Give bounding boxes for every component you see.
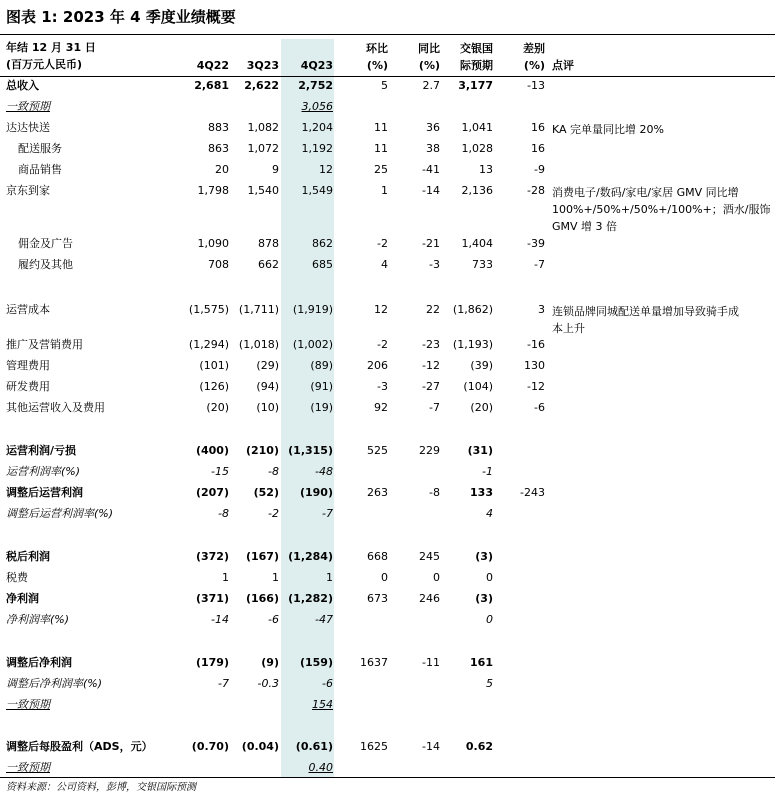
table-cell: -2 <box>377 338 388 351</box>
table-cell: 1,082 <box>247 121 279 134</box>
table-cell: 4 <box>486 507 493 520</box>
table-cell: (167) <box>245 550 279 563</box>
table-cell: (400) <box>195 444 229 457</box>
table-cell: -13 <box>527 79 545 92</box>
table-cell: 673 <box>367 592 388 605</box>
table-cell: 161 <box>470 656 493 669</box>
table-cell: 1 <box>381 184 388 197</box>
table-cell: 25 <box>374 163 388 176</box>
table-cell: -14 <box>422 740 440 753</box>
table-cell: 1,192 <box>301 142 333 155</box>
table-cell: 5 <box>486 677 493 690</box>
table-cell: (159) <box>299 656 333 669</box>
top-rule <box>0 34 775 35</box>
table-cell: (52) <box>253 486 279 499</box>
table-cell: 263 <box>367 486 388 499</box>
table-cell: -8 <box>268 465 279 478</box>
table-cell: 2,136 <box>461 184 493 197</box>
table-cell: 863 <box>208 142 229 155</box>
table-cell: (29) <box>256 359 279 372</box>
table-cell: 3,177 <box>458 79 493 92</box>
table-cell: 883 <box>208 121 229 134</box>
table-cell: (91) <box>310 380 333 393</box>
table-cell: (19) <box>310 401 333 414</box>
table-cell: (126) <box>199 380 229 393</box>
table-cell: -7 <box>322 507 333 520</box>
table-cell: -2 <box>268 507 279 520</box>
header-4q22: 4Q22 <box>196 59 229 72</box>
table-cell: 1 <box>222 571 229 584</box>
table-cell: -7 <box>218 677 229 690</box>
table-cell: 878 <box>258 237 279 250</box>
table-cell: (0.70) <box>191 740 229 753</box>
header-qoq: 环比 <box>366 42 388 55</box>
header-rule <box>0 76 775 77</box>
table-cell: (9) <box>261 656 279 669</box>
source-note: 资料来源：公司资料，彭博，交银国际预测 <box>6 782 196 793</box>
table-cell: (210) <box>245 444 279 457</box>
table-cell: -15 <box>211 465 229 478</box>
table-cell: 229 <box>419 444 440 457</box>
table-cell: 1637 <box>360 656 388 669</box>
table-cell: 16 <box>531 142 545 155</box>
table-cell: -8 <box>218 507 229 520</box>
table-cell: -11 <box>422 656 440 669</box>
table-cell: 38 <box>426 142 440 155</box>
table-cell: 12 <box>374 303 388 316</box>
row-label: 履约及其他 <box>18 258 73 271</box>
figure-title: 图表 1: 2023 年 4 季度业绩概要 <box>6 8 236 26</box>
table-cell: -39 <box>527 237 545 250</box>
table-cell: 11 <box>374 121 388 134</box>
row-label: 调整后净利润率(%) <box>6 677 103 690</box>
table-cell: (94) <box>256 380 279 393</box>
table-cell: 0.62 <box>465 740 493 753</box>
table-cell: 525 <box>367 444 388 457</box>
table-cell: 154 <box>312 698 333 711</box>
table-cell: 1,549 <box>301 184 333 197</box>
table-cell: 245 <box>419 550 440 563</box>
table-cell: -243 <box>520 486 545 499</box>
table-cell: (104) <box>463 380 493 393</box>
table-cell: (20) <box>470 401 493 414</box>
table-cell: 1,072 <box>247 142 279 155</box>
table-cell: 4 <box>381 258 388 271</box>
table-cell: -6 <box>322 677 333 690</box>
table-cell: 3 <box>538 303 545 316</box>
table-cell: -14 <box>211 613 229 626</box>
table-cell: 2.7 <box>422 79 440 92</box>
row-label: 配送服务 <box>18 142 62 155</box>
row-comment: 消费电子/数码/家电/家居 GMV 同比增 100%+/50%+/50%+/100%+；酒水/服饰 GMV 增 3 倍 <box>552 186 771 233</box>
table-cell: (31) <box>467 444 493 457</box>
table-cell: 1,204 <box>301 121 333 134</box>
row-label: 调整后运营利润率(%) <box>6 507 114 520</box>
header-year-end: 年结 12 月 31 日 <box>6 41 96 54</box>
table-cell: 133 <box>470 486 493 499</box>
row-label: 运营利润/亏损 <box>6 444 77 457</box>
table-cell: 0 <box>486 613 493 626</box>
table-cell: -8 <box>429 486 440 499</box>
header-unit: (百万元人民币) <box>6 58 83 71</box>
table-cell: -12 <box>527 380 545 393</box>
row-label: 一致预期 <box>6 100 50 113</box>
table-cell: -0.3 <box>257 677 279 690</box>
table-cell: (1,294) <box>188 338 229 351</box>
table-cell: -12 <box>422 359 440 372</box>
table-cell: -16 <box>527 338 545 351</box>
table-cell: -7 <box>429 401 440 414</box>
table-cell: -1 <box>482 465 493 478</box>
table-cell: 16 <box>531 121 545 134</box>
header-yoy-unit: (%) <box>418 59 440 72</box>
table-cell: 20 <box>215 163 229 176</box>
row-label: 净利润 <box>6 592 39 605</box>
table-cell: 36 <box>426 121 440 134</box>
table-cell: -6 <box>268 613 279 626</box>
row-label: 商品销售 <box>18 163 62 176</box>
row-label: 调整后运营利润 <box>6 486 83 499</box>
table-cell: -3 <box>377 380 388 393</box>
table-cell: (39) <box>470 359 493 372</box>
table-cell: 1,028 <box>461 142 493 155</box>
table-cell: 733 <box>472 258 493 271</box>
header-diff-unit: (%) <box>523 59 545 72</box>
row-label: 税后利润 <box>6 550 50 563</box>
table-cell: -9 <box>534 163 545 176</box>
row-label: 税费 <box>6 571 28 584</box>
row-label: 一致预期 <box>6 698 50 711</box>
row-label: 推广及营销费用 <box>6 338 83 351</box>
table-cell: (3) <box>475 550 493 563</box>
table-cell: 12 <box>319 163 333 176</box>
table-cell: (20) <box>206 401 229 414</box>
table-cell: (1,711) <box>238 303 279 316</box>
table-cell: -28 <box>527 184 545 197</box>
table-cell: (190) <box>299 486 333 499</box>
header-diff: 差别 <box>523 42 545 55</box>
table-cell: (1,282) <box>288 592 333 605</box>
row-label: 运营利润率(%) <box>6 465 81 478</box>
table-cell: (1,018) <box>238 338 279 351</box>
table-cell: (166) <box>245 592 279 605</box>
row-label: 京东到家 <box>6 184 50 197</box>
table-cell: -21 <box>422 237 440 250</box>
table-cell: (3) <box>475 592 493 605</box>
table-cell: 1,798 <box>197 184 229 197</box>
table-cell: -14 <box>422 184 440 197</box>
table-cell: (0.04) <box>241 740 279 753</box>
table-cell: 9 <box>272 163 279 176</box>
table-cell: 862 <box>312 237 333 250</box>
row-label: 其他运营收入及费用 <box>6 401 105 414</box>
header-yoy: 同比 <box>418 42 440 55</box>
header-4q23: 4Q23 <box>300 59 333 72</box>
table-cell: 22 <box>426 303 440 316</box>
table-cell: (179) <box>195 656 229 669</box>
table-cell: 0 <box>433 571 440 584</box>
table-cell: (207) <box>195 486 229 499</box>
table-cell: -2 <box>377 237 388 250</box>
table-cell: 3,056 <box>301 100 333 113</box>
row-label: 总收入 <box>6 79 39 92</box>
table-cell: (1,193) <box>452 338 493 351</box>
row-label: 佣金及广告 <box>18 237 73 250</box>
row-label: 运营成本 <box>6 303 50 316</box>
header-3q23: 3Q23 <box>246 59 279 72</box>
row-comment: KA 完单量同比增 20% <box>552 123 664 136</box>
row-label: 一致预期 <box>6 761 50 774</box>
table-cell: 0 <box>381 571 388 584</box>
table-cell: (101) <box>199 359 229 372</box>
table-cell: 685 <box>312 258 333 271</box>
table-cell: (89) <box>310 359 333 372</box>
table-cell: 13 <box>479 163 493 176</box>
table-cell: 2,681 <box>194 79 229 92</box>
table-cell: (1,315) <box>288 444 333 457</box>
header-qoq-unit: (%) <box>366 59 388 72</box>
header-bocom-2: 际预期 <box>460 59 493 72</box>
table-cell: -48 <box>315 465 333 478</box>
row-label: 调整后净利润 <box>6 656 72 669</box>
table-cell: -47 <box>315 613 333 626</box>
table-cell: 1,090 <box>197 237 229 250</box>
table-cell: (1,919) <box>292 303 333 316</box>
table-cell: -6 <box>534 401 545 414</box>
table-cell: 0 <box>486 571 493 584</box>
table-cell: -7 <box>534 258 545 271</box>
table-cell: (1,284) <box>288 550 333 563</box>
table-cell: 2,752 <box>298 79 333 92</box>
table-cell: 1 <box>272 571 279 584</box>
table-cell: 1 <box>326 571 333 584</box>
table-cell: 1,041 <box>461 121 493 134</box>
row-label: 研发费用 <box>6 380 50 393</box>
table-cell: 668 <box>367 550 388 563</box>
table-cell: 11 <box>374 142 388 155</box>
table-cell: -3 <box>429 258 440 271</box>
row-comment: 连锁品牌同城配送单量增加导致骑手成 本上升 <box>552 305 739 335</box>
row-label: 管理费用 <box>6 359 50 372</box>
table-cell: 2,622 <box>244 79 279 92</box>
row-label: 调整后每股盈利（ADS，元） <box>6 740 153 753</box>
table-cell: 1,404 <box>461 237 493 250</box>
table-cell: -23 <box>422 338 440 351</box>
table-cell: 5 <box>381 79 388 92</box>
table-cell: 662 <box>258 258 279 271</box>
table-cell: 1,540 <box>247 184 279 197</box>
header-bocom: 交银国 <box>460 42 493 55</box>
table-cell: 1625 <box>360 740 388 753</box>
table-cell: (0.61) <box>295 740 333 753</box>
table-cell: -27 <box>422 380 440 393</box>
table-cell: 708 <box>208 258 229 271</box>
table-cell: 206 <box>367 359 388 372</box>
table-cell: -41 <box>422 163 440 176</box>
table-cell: 0.40 <box>308 761 333 774</box>
table-cell: (371) <box>195 592 229 605</box>
table-cell: (1,862) <box>452 303 493 316</box>
table-cell: 246 <box>419 592 440 605</box>
table-cell: (372) <box>195 550 229 563</box>
table-cell: (10) <box>256 401 279 414</box>
table-cell: 92 <box>374 401 388 414</box>
table-cell: (1,575) <box>188 303 229 316</box>
row-label: 净利润率(%) <box>6 613 70 626</box>
header-comment: 点评 <box>552 59 574 72</box>
table-cell: 130 <box>524 359 545 372</box>
bottom-rule <box>0 777 775 778</box>
table-cell: (1,002) <box>292 338 333 351</box>
row-label: 达达快送 <box>6 121 50 134</box>
